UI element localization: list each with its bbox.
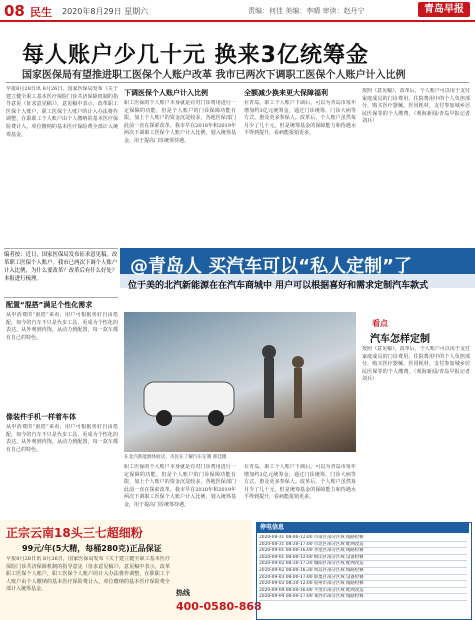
outage-table-title: 停电信息 <box>257 523 469 533</box>
article-col-1c: 从中消费的“混搭”来看，用户可根据喜好自由搭配。如今的汽车不只是代步工具，更成为个性化的表达，从外观到内饰，从动力到配置，每一款车都有自己的特色。 <box>6 424 118 453</box>
subhead-2: 全额减少换来更大保障福利 <box>244 89 328 97</box>
opinion-title: 汽车怎样定制 <box>370 334 430 345</box>
article-col-1b: 从中消费的“混搭”来看，用户可根据喜好自由搭配。如今的汽车不只是代步工具，更成为个性化的表达，从外观到内饰，从动力到配置，每一款车都有自己的特色。 <box>6 312 118 341</box>
table-row: 2020-09-03 08:30-12:00 胶州市部分区域 线路检修 <box>259 581 467 588</box>
table-row: 2020-09-04 08:00-16:00 平度市部分区域 配网改造 <box>259 588 467 595</box>
subhead-1: 下调医保个人账户计入比例 <box>124 89 208 97</box>
ad-hotline: 400-0580-868 <box>176 600 262 613</box>
table-row: 2020-09-02 08:30-17:30 城阳区部分区域 配网改造 <box>259 561 467 568</box>
headline: 每人账户少几十元 换来3亿统筹金 <box>22 43 369 68</box>
table-row: 2020-09-04 08:00-17:00 莱西市部分区域 线路检修 <box>259 594 467 601</box>
subhead-3: 配置“混搭”满足个性化需求 <box>6 301 93 309</box>
ad-price: 99元/年(5大精，每桶280克)正品保证 <box>22 544 162 553</box>
ad-body: 早报8月28日讯 8月26日，国家医保局发布《关于建立健全职工基本医疗保险门诊共济保障机制的指导意见（征求意见稿）》，意见稿中表示，改革职工医保个人账户，职工医保个人账户的计入办法将作调整，在职职工个人账户由个人缴纳的基本医疗保险费计入，单位缴纳的基本医疗保险费全部计入统筹基金。 <box>6 556 170 593</box>
article-col-2b: 职工医保的个人账户本身就是有对门诊费用进行一定保障的功能，但是个人账户的门诊保障功能有限，加上个人账户的资金沉淀较多，各地医保部门此前一直在探索改革。我市早在2018年和2019年两次下调职工医保个人账户计入比例，划入统筹基金，用于提高门诊统筹待遇。 <box>124 464 236 508</box>
table-row: 2020-09-03 08:00-17:00 即墨区部分区域 设备检修 <box>259 575 467 582</box>
article-col-2: 职工医保的个人账户本身就是有对门诊费用进行一定保障的功能，但是个人账户的门诊保障功能有限，加上个人账户的资金沉淀较多，各地医保部门此前一直在探索改革。我市早在2018年和2019年两次下调职工医保个人账户计入比例，划入统筹基金，用于提高门诊统筹待遇。 <box>124 100 236 144</box>
hotline-label: 热线 <box>176 589 190 597</box>
table-row: 2020-09-01 08:00-16:00 李沧区部分区域 线路检修 <box>259 548 467 555</box>
issue-date: 2020年8月29日 星期六 <box>62 7 149 16</box>
article-col-3b: 在青岛，职工个人账户下调后，可以为青岛市每年增加约3亿元统筹金，通过门诊统筹、门诊大病等方式，惠及更多参保人。改革后，个人账户虽然每月少了几十元，但是统筹基金的保障能力和待遇水平得到提升，看病能报销更多。 <box>244 464 356 501</box>
banner-subtitle: 位于美的北汽新能源在在汽车商城中 用户可以根据喜好和需求定制汽车款式 <box>128 281 429 291</box>
editor-note: 编者按：近日，国家医保局发布征求意见稿，改革职工医保个人账户。我市已两次下调个人账户计入比例，为什么要改革？改革后有什么好处？本报进行梳理。 <box>4 248 118 298</box>
editor-credits: 责编：何佳 美编：李晴 审读：赵丹宁 <box>248 7 365 15</box>
table-row: 2020-08-31 08:30-17:00 市北区部分区域 配网改造 <box>259 542 467 549</box>
table-row: 2020-09-01 08:00-12:00 崂山区部分区域 设备检修 <box>259 555 467 562</box>
showroom-photo <box>124 312 356 452</box>
subheadline: 国家医保局有望推进职工医保个人账户改革 我市已两次下调职工医保个人账户计入比例 <box>22 70 406 81</box>
newspaper-logo: 青岛早报 <box>418 2 470 17</box>
article-col-4: 按照《意见稿》，改革后，个人账户可以用于支付家庭成员的门诊费用、住院费用中的个人负担部分，购买医疗器械、医用耗材，支付参加城乡居民医保等的个人缴费。（观海新闻/青岛早报记者 刘兵） <box>362 88 470 125</box>
article-col-3: 在青岛，职工个人账户下调后，可以为青岛市每年增加约3亿元统筹金，通过门诊统筹、门诊大病等方式，惠及更多参保人。改革后，个人账户虽然每月少了几十元，但是统筹基金的保障能力和待遇水平得到提升，看病能报销更多。 <box>244 100 356 137</box>
photo-caption: 在北汽新能源体验店，市民在了解汽车定制 郑佳摄 <box>124 455 227 460</box>
page-number: 08 <box>4 2 25 20</box>
outage-rows <box>259 535 467 601</box>
table-row: 2020-08-31 08:00-12:00 市南区部分区域 线路检修 <box>259 535 467 542</box>
subhead-4: 像装件手机一样着车体 <box>6 413 76 421</box>
banner-title: @青岛人 买汽车可以“私人定制”了 <box>130 256 412 277</box>
opinion-tag: 看点 <box>372 319 388 328</box>
ad-title: 正宗云南18头三七超细粉 <box>6 526 143 540</box>
section-label: 民生 <box>30 6 52 19</box>
article-lead: 早报8月28日讯 8月26日，国家医保局发布《关于建立健全职工基本医疗保险门诊共济保障机制的指导意见（征求意见稿）》，意见稿中表示，改革职工医保个人账户，职工医保个人账户的计入办法将作调整，在职职工个人账户由个人缴纳的基本医疗保险费计入，单位缴纳的基本医疗保险费全部计入统筹基金。 <box>6 86 118 138</box>
table-row: 2020-09-02 08:00-16:30 黄岛区部分区域 线路检修 <box>259 568 467 575</box>
divider <box>6 82 469 83</box>
opinion-body: 按照《意见稿》，改革后，个人账户可以用于支付家庭成员的门诊费用、住院费用中的个人负担部分，购买医疗器械、医用耗材，支付参加城乡居民医保等的个人缴费。（观海新闻/青岛早报记者 刘兵） <box>362 346 470 383</box>
